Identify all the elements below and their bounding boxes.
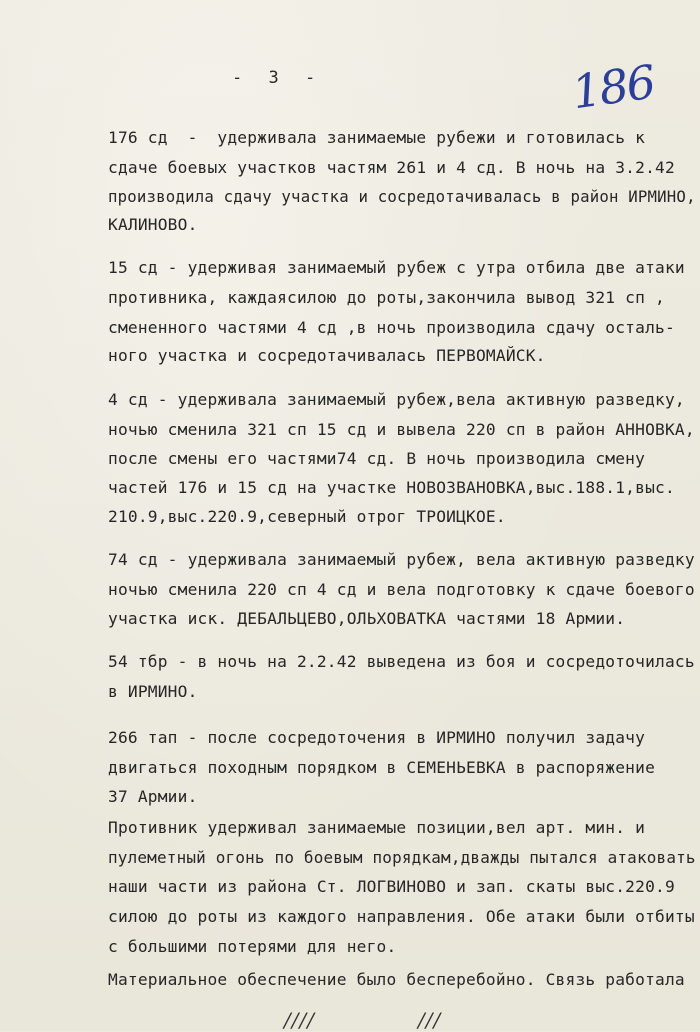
text-line: 176 сд - удерживала занимаемые рубежи и готовилась к <box>108 128 646 147</box>
text-line: двигаться походным порядком в СЕМЕНЬЕВКА в распоряжение <box>108 758 656 777</box>
text-line: частей 176 и 15 сд на участке НОВОЗВАНОВКА,выс.188.1,выс. <box>108 478 675 497</box>
text-line: смененного частями 4 сд ,в ночь производила сдачу осталь- <box>108 318 675 337</box>
bottom-tally-mark-left: //// <box>284 1008 315 1032</box>
text-line: с большими потерями для него. <box>108 937 397 956</box>
text-line: 210.9,выс.220.9,северный отрог ТРОИЦКОЕ. <box>108 507 506 526</box>
text-line: 15 сд - удерживая занимаемый рубеж с утра отбила две атаки <box>108 258 685 277</box>
bottom-tally-mark-right: /// <box>418 1008 442 1032</box>
text-line: 54 тбр - в ночь на 2.2.42 выведена из боя и сосредоточилась <box>108 652 695 671</box>
text-line: в ИРМИНО. <box>108 682 198 701</box>
text-line: пулеметный огонь по боевым порядкам,дважды пытался атаковать <box>108 848 696 867</box>
text-line: ночью сменила 220 сп 4 сд и вела подготовку к сдаче боевого <box>108 580 695 599</box>
handwritten-archive-number: 186 <box>568 54 658 120</box>
text-line: сдаче боевых участков частям 261 и 4 сд. В ночь на 3.2.42 <box>108 158 675 177</box>
text-line: противника, каждаясилою до роты,закончила вывод 321 сп , <box>108 288 665 307</box>
text-line: силою до роты из каждого направления. Обе атаки были отбиты <box>108 907 695 926</box>
text-line: 4 сд - удерживала занимаемый рубеж,вела активную разведку, <box>108 390 685 409</box>
text-line: ного участка и сосредотачивалась ПЕРВОМАЙСК. <box>108 346 546 365</box>
text-line: производила сдачу участка и сосредотачивалась в район ИРМИНО, <box>108 187 696 206</box>
text-line: КАЛИНОВО. <box>108 215 198 234</box>
text-line: 266 тап - после сосредоточения в ИРМИНО получил задачу <box>108 728 646 747</box>
text-line: Противник удерживал занимаемые позиции,вел арт. мин. и <box>108 818 646 837</box>
text-line: Материальное обеспечение было бесперебойно. Связь работала <box>108 970 685 989</box>
text-line: участка иск. ДЕБАЛЬЦЕВО,ОЛЬХОВАТКА частями 18 Армии. <box>108 609 626 628</box>
text-line: после смены его частями74 сд. В ночь производила смену <box>108 449 646 468</box>
text-line: 37 Армии. <box>108 787 198 806</box>
text-line: ночью сменила 321 сп 15 сд и вывела 220 сп в район АННОВКА, <box>108 420 695 439</box>
page-number: - 3 - <box>232 68 324 88</box>
text-line: 74 сд - удерживала занимаемый рубеж, вела активную разведку <box>108 550 695 569</box>
text-line: наши части из района Ст. ЛОГВИНОВО и зап. скаты выс.220.9 <box>108 877 675 896</box>
